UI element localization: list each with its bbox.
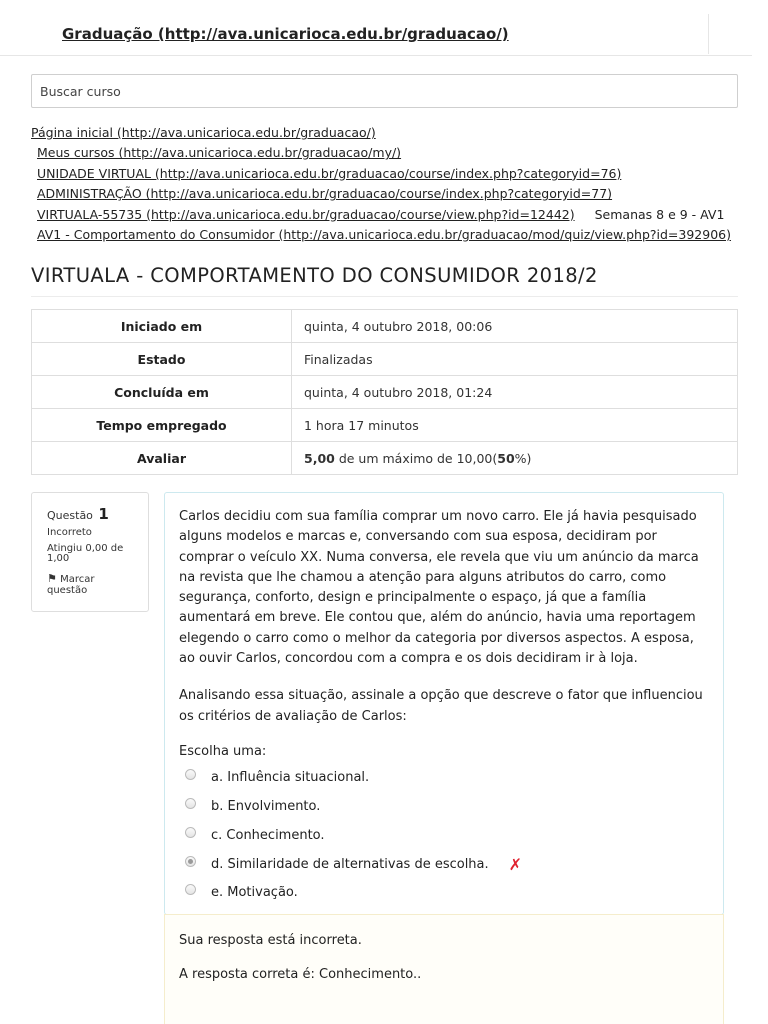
- question-grade: Atingiu 0,00 de 1,00: [47, 543, 124, 564]
- grade-percent: 50: [497, 450, 515, 466]
- summary-label-started: Iniciado em: [32, 310, 292, 343]
- answer-label: e. Motivação.: [211, 885, 298, 901]
- table-row: [32, 310, 738, 343]
- summary-value-started: quinta, 4 outubro 2018, 00:06: [292, 310, 738, 343]
- answer-option-b[interactable]: [179, 792, 709, 821]
- breadcrumb-administracao[interactable]: ADMINISTRAÇÃO (http://ava.unicarioca.edu.br/graduacao/course/index.php?categoryid=77): [37, 186, 613, 202]
- flag-icon: ⚑: [47, 572, 57, 585]
- incorrect-x-icon: ✗: [508, 854, 523, 874]
- answer-list: [179, 763, 709, 907]
- summary-value-completed: quinta, 4 outubro 2018, 01:24: [292, 376, 738, 409]
- answer-label: b. Envolvimento.: [211, 798, 321, 814]
- title-divider: [31, 296, 738, 297]
- answer-option-e[interactable]: [179, 878, 709, 907]
- choose-one-label: Escolha uma:: [179, 743, 267, 759]
- question-state: Incorreto: [47, 527, 92, 538]
- radio-button[interactable]: [185, 827, 196, 838]
- radio-button[interactable]: [185, 884, 196, 895]
- grade-middle: de um máximo de 10,00(: [334, 450, 498, 466]
- summary-label-completed: Concluída em: [32, 376, 292, 409]
- table-row: [32, 442, 738, 475]
- summary-value-state: Finalizadas: [292, 343, 738, 376]
- search-course-input[interactable]: [31, 74, 738, 108]
- summary-value-time-taken: 1 hora 17 minutos: [292, 409, 738, 442]
- question-feedback: [164, 914, 724, 1024]
- flag-question-label: Marcar questão: [47, 574, 95, 596]
- feedback-correct-answer: A resposta correta é: Conhecimento..: [179, 967, 422, 982]
- table-row: [32, 409, 738, 442]
- radio-button[interactable]: [185, 769, 196, 780]
- question-content: [164, 492, 724, 915]
- breadcrumb-my-courses[interactable]: Meus cursos (http://ava.unicarioca.edu.br/graduacao/my/): [37, 145, 402, 161]
- grade-end: %): [514, 450, 532, 466]
- summary-value-grade: [292, 442, 738, 475]
- breadcrumb-course[interactable]: VIRTUALA-55735 (http://ava.unicarioca.edu.br/graduacao/course/view.php?id=12442): [37, 206, 575, 222]
- summary-label-state: Estado: [32, 343, 292, 376]
- top-navbar: [0, 0, 752, 56]
- site-brand-link[interactable]: Graduação (http://ava.unicarioca.edu.br/graduacao/): [62, 25, 509, 43]
- table-row: [32, 376, 738, 409]
- radio-button-selected[interactable]: [185, 856, 196, 867]
- table-row: [32, 343, 738, 376]
- question-info-panel: [31, 492, 149, 612]
- question-prompt: Analisando essa situação, assinale a opção que descreve o fator que influenciou os critérios de avaliação de Carlos:: [179, 688, 703, 724]
- answer-option-d[interactable]: [179, 850, 709, 879]
- answer-label: c. Conhecimento.: [211, 827, 325, 843]
- radio-button[interactable]: [185, 798, 196, 809]
- answer-option-c[interactable]: [179, 821, 709, 850]
- breadcrumb: [31, 123, 751, 245]
- feedback-result: Sua resposta está incorreta.: [179, 933, 362, 948]
- grade-score: 5,00: [304, 450, 335, 466]
- summary-label-time-taken: Tempo empregado: [32, 409, 292, 442]
- breadcrumb-quiz[interactable]: AV1 - Comportamento do Consumidor (http://ava.unicarioca.edu.br/graduacao/mod/quiz/view.php?id=392906): [37, 227, 732, 243]
- page-title: VIRTUALA - COMPORTAMENTO DO CONSUMIDOR 2018/2: [31, 264, 598, 287]
- breadcrumb-home[interactable]: Página inicial (http://ava.unicarioca.edu.br/graduacao/): [31, 125, 376, 140]
- breadcrumb-section: Semanas 8 e 9 - AV1: [594, 206, 725, 222]
- question-label: Questão: [47, 509, 93, 522]
- flag-question-link[interactable]: [47, 573, 127, 596]
- question-number: [47, 505, 148, 523]
- question-number-value: 1: [98, 505, 109, 523]
- breadcrumb-unidade-virtual[interactable]: UNIDADE VIRTUAL (http://ava.unicarioca.edu.br/graduacao/course/index.php?categoryid=76): [37, 165, 622, 181]
- answer-option-a[interactable]: [179, 763, 709, 792]
- navbar-divider: [708, 14, 709, 54]
- answer-label: a. Influência situacional.: [211, 770, 370, 786]
- answer-label: d. Similaridade de alternativas de escolha.: [211, 856, 489, 872]
- summary-label-grade: Avaliar: [32, 442, 292, 475]
- question-text: Carlos decidiu com sua família comprar um novo carro. Ele já havia pesquisado alguns modelos e marcas e, conversando com sua esposa, decidiram por comprar o veículo XX. Numa conversa, ele revela que viu um anúncio da marca na revista que lhe chamou a atenção para alguns atributos do carro, como segurança, conforto, design e principalmente o espaço, já que a família aumentará em breve. Ele contou que, além do anúncio, havia uma reportagem elegendo o carro como o melhor da categoria por diversos aspectos. A esposa, ao ouvir Carlos, concordou com a compra e os dois decidiram ir à loja.: [179, 509, 699, 667]
- attempt-summary-table: [31, 309, 738, 475]
